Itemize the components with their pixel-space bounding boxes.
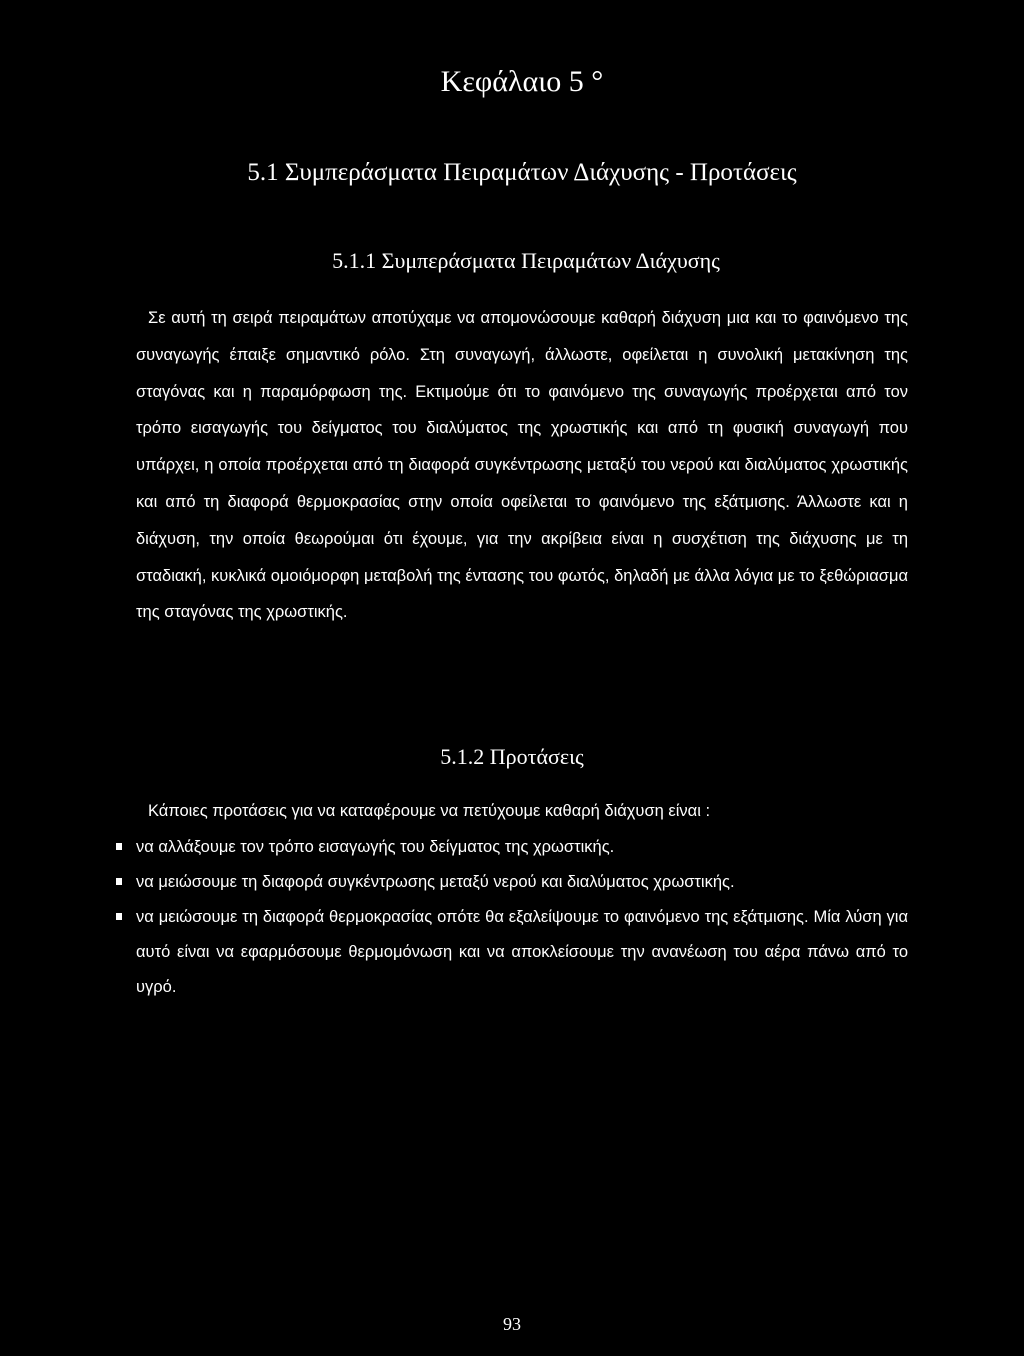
conclusions-paragraph: Σε αυτή τη σειρά πειραμάτων αποτύχαμε να απομονώσουμε καθαρή διάχυση μια και το φαινόμενο της συναγωγής έπαιξε σημαντικό ρόλο. Στη συναγωγή, άλλωστε, οφείλεται η συνολική μετακίνηση της σταγόνας και η παραμόρφωση της. Εκτιμούμε ότι το φαινόμενο της συναγωγής προέρχεται από τον τρόπο εισαγωγής του δείγματος του διαλύματος της χρωστικής και από τη φυσική συναγωγή που υπάρχει, η οποία προέρχεται από τη διαφορά συγκέντρωσης μεταξύ του νερού και διαλύματος χρωστικής και από τη διαφορά θερμοκρασίας στην οποία οφείλεται το φαινόμενο της εξάτμισης. Άλλωστε και η διάχυση, την οποία θεωρούμαι ότι έχουμε, για την ακρίβεια είναι η συσχέτιση της διάχυσης με τη σταδιακή, κυκλικά ομοιόμορφη μεταβολή της έντασης του φωτός, δηλαδή με άλλα λόγια με το ξεθώριασμα της σταγόνας της χρωστικής. <box>136 309 908 622</box>
proposals-lead: Κάποιες προτάσεις για να καταφέρουμε να πετύχουμε καθαρή διάχυση είναι : <box>148 802 711 820</box>
square-bullet-icon <box>116 843 122 850</box>
subsection-title-conclusions: 5.1.1 Συμπεράσματα Πειραμάτων Διάχυσης <box>332 248 720 273</box>
page-number: 93 <box>503 1314 521 1334</box>
list-item <box>116 830 908 865</box>
square-bullet-icon <box>116 913 122 920</box>
section-title: 5.1 Συμπεράσματα Πειραμάτων Διάχυσης - Προτάσεις <box>247 159 797 186</box>
list-item-text: να αλλάξουμε τον τρόπο εισαγωγής του δείγματος της χρωστικής. <box>136 838 615 856</box>
chapter-title: Κεφάλαιο 5 ° <box>440 65 604 98</box>
list-item-text: να μειώσουμε τη διαφορά θερμοκρασίας οπότε θα εξαλείψουμε το φαινόμενο της εξάτμισης. Μία λύση για αυτό είναι να εφαρμόσουμε θερμομόνωση και να αποκλείσουμε την ανανέωση του αέρα πάνω από το υγρό. <box>136 908 908 996</box>
proposals-list <box>116 830 908 1005</box>
square-bullet-icon <box>116 878 122 885</box>
list-item-text: να μειώσουμε τη διαφορά συγκέντρωσης μεταξύ νερού και διαλύματος χρωστικής. <box>136 873 735 891</box>
list-item <box>116 900 908 1005</box>
subsection-title-proposals: 5.1.2 Προτάσεις <box>440 744 584 769</box>
list-item <box>116 865 908 900</box>
